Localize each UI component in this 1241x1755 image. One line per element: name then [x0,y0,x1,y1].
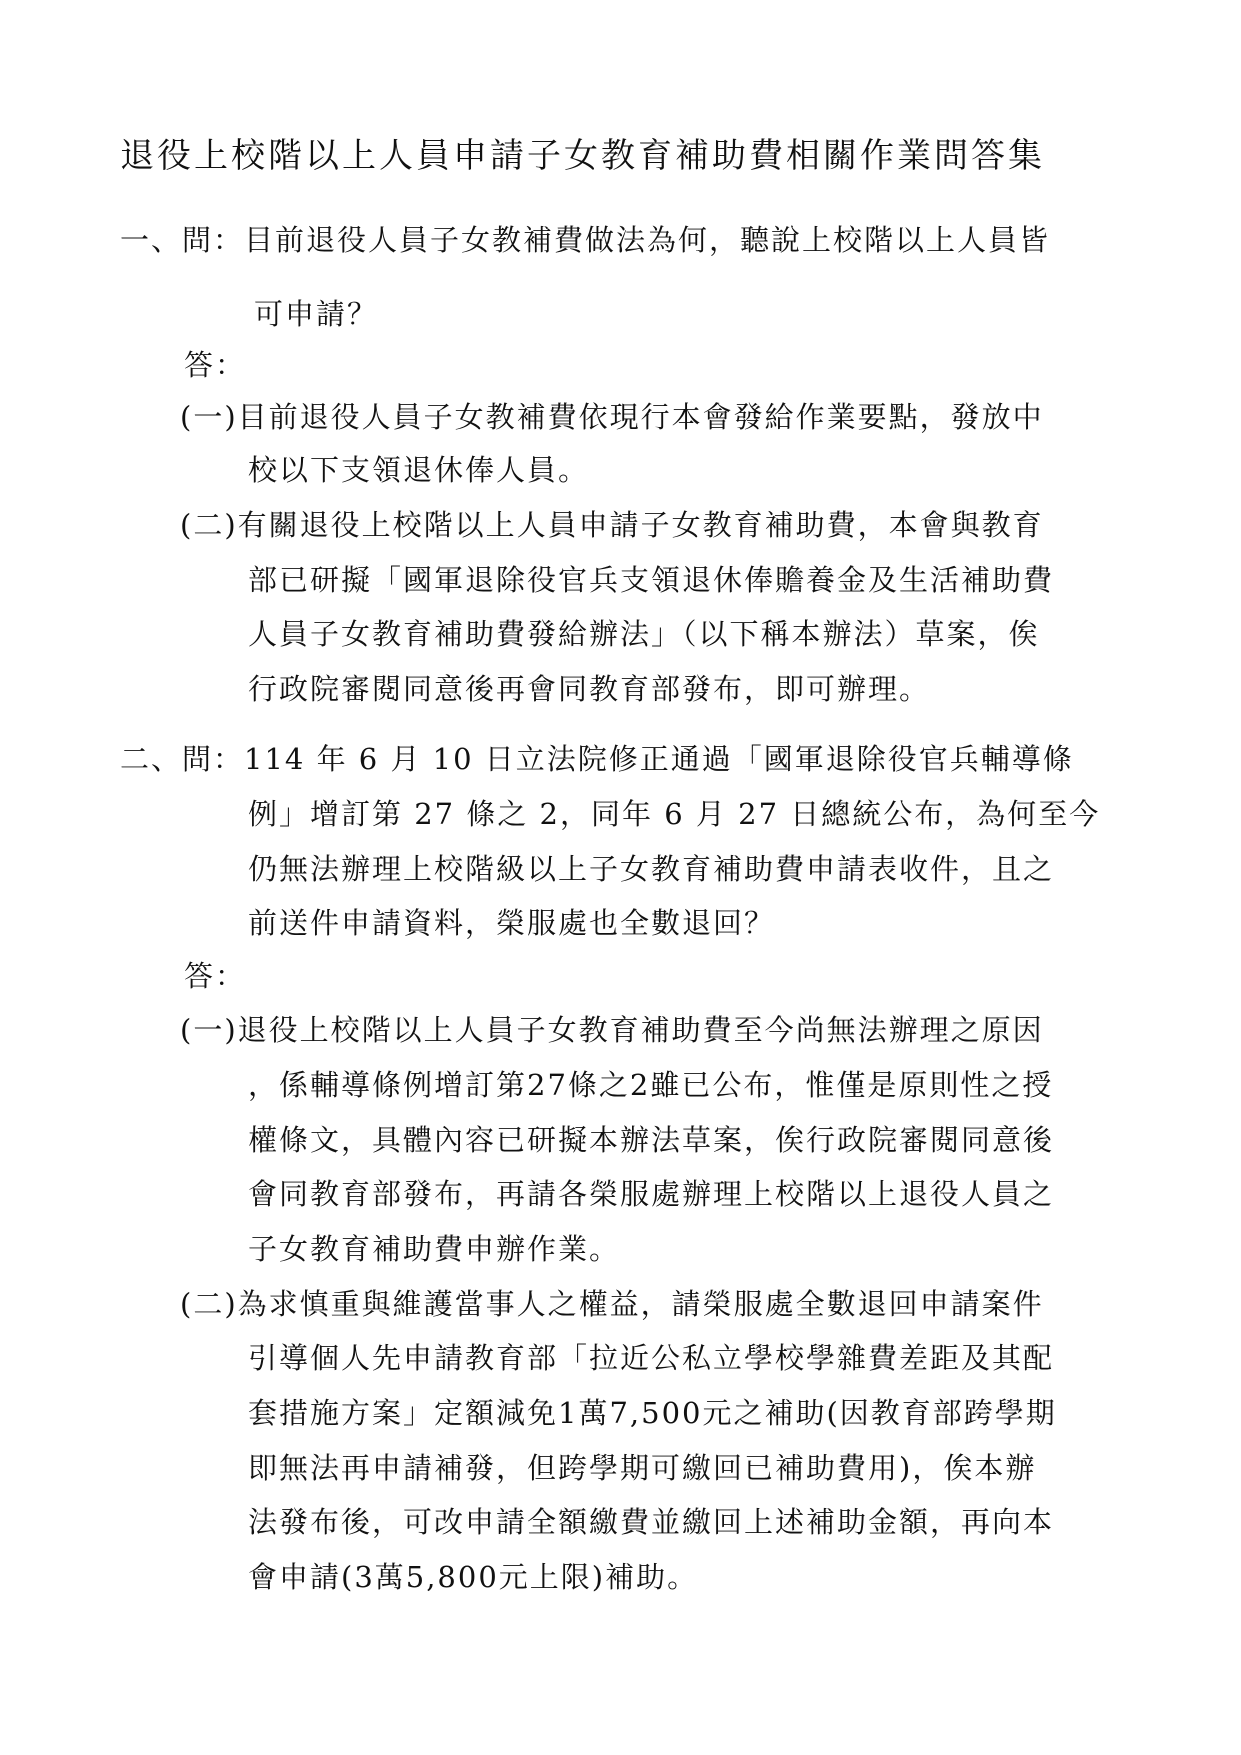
q2-answer-2-line-5: 法發布後，可改申請全額繳費並繳回上述補助金額，再向本 [248,1505,1055,1539]
q2-question-line-1: 二、問：114 年 6 月 10 日立法院修正通過「國軍退除役官兵輔導條 [120,742,1074,776]
q1-answer-2-line-2: 部已研擬「國軍退除役官兵支領退休俸贍養金及生活補助費 [248,563,1055,597]
q1-question-line-2: 可申請？ [254,297,379,331]
q2-question-line-2: 例」增訂第 27 條之 2，同年 6 月 27 日總統公布，為何至今 [248,797,1101,831]
q2-answer-2-line-4: 即無法再申請補發，但跨學期可繳回已補助費用)，俟本辦 [248,1451,1037,1485]
q1-answer-label: 答： [184,348,247,382]
q2-answer-1-line-1: (一)退役上校階以上人員子女教育補助費至今尚無法辦理之原因 [180,1013,1044,1047]
q1-answer-2-line-4: 行政院審閱同意後再會同教育部發布，即可辦理。 [248,672,931,706]
q1-question-line-1: 一、問：目前退役人員子女教補費做法為何，聽說上校階以上人員皆 [120,223,1051,257]
q2-answer-2-line-1: (二)為求慎重與維護當事人之權益，請榮服處全數退回申請案件 [180,1287,1044,1321]
q2-answer-1-line-3: 權條文，具體內容已研擬本辦法草案，俟行政院審閱同意後 [248,1123,1055,1157]
q2-question-line-4: 前送件申請資料，榮服處也全數退回？ [248,906,776,940]
q2-answer-2-line-2: 引導個人先申請教育部「拉近公私立學校學雜費差距及其配 [248,1341,1055,1375]
q1-answer-2-line-1: (二)有關退役上校階以上人員申請子女教育補助費，本會與教育 [180,508,1044,542]
document-title: 退役上校階以上人員申請子女教育補助費相關作業問答集 [120,136,1045,176]
q2-answer-label: 答： [184,959,247,993]
q2-answer-1-line-4: 會同教育部發布，再請各榮服處辦理上校階以上退役人員之 [248,1177,1055,1211]
q1-answer-1-line-1: (一)目前退役人員子女教補費依現行本會發給作業要點，發放中 [180,400,1044,434]
q2-answer-2-line-3: 套措施方案」定額減免1萬7,500元之補助(因教育部跨學期 [248,1396,1057,1430]
q1-answer-1-line-2: 校以下支領退休俸人員。 [248,453,590,487]
q2-answer-1-line-5: 子女教育補助費申辦作業。 [248,1232,621,1266]
q1-answer-2-line-3: 人員子女教育補助費發給辦法」（以下稱本辦法）草案，俟 [248,617,1040,651]
q2-answer-1-line-2: ，係輔導條例增訂第27條之2雖已公布，惟僅是原則性之授 [248,1068,1054,1102]
q2-question-line-3: 仍無法辦理上校階級以上子女教育補助費申請表收件，且之 [248,852,1055,886]
q2-answer-2-line-6: 會申請(3萬5,800元上限)補助。 [248,1560,699,1594]
